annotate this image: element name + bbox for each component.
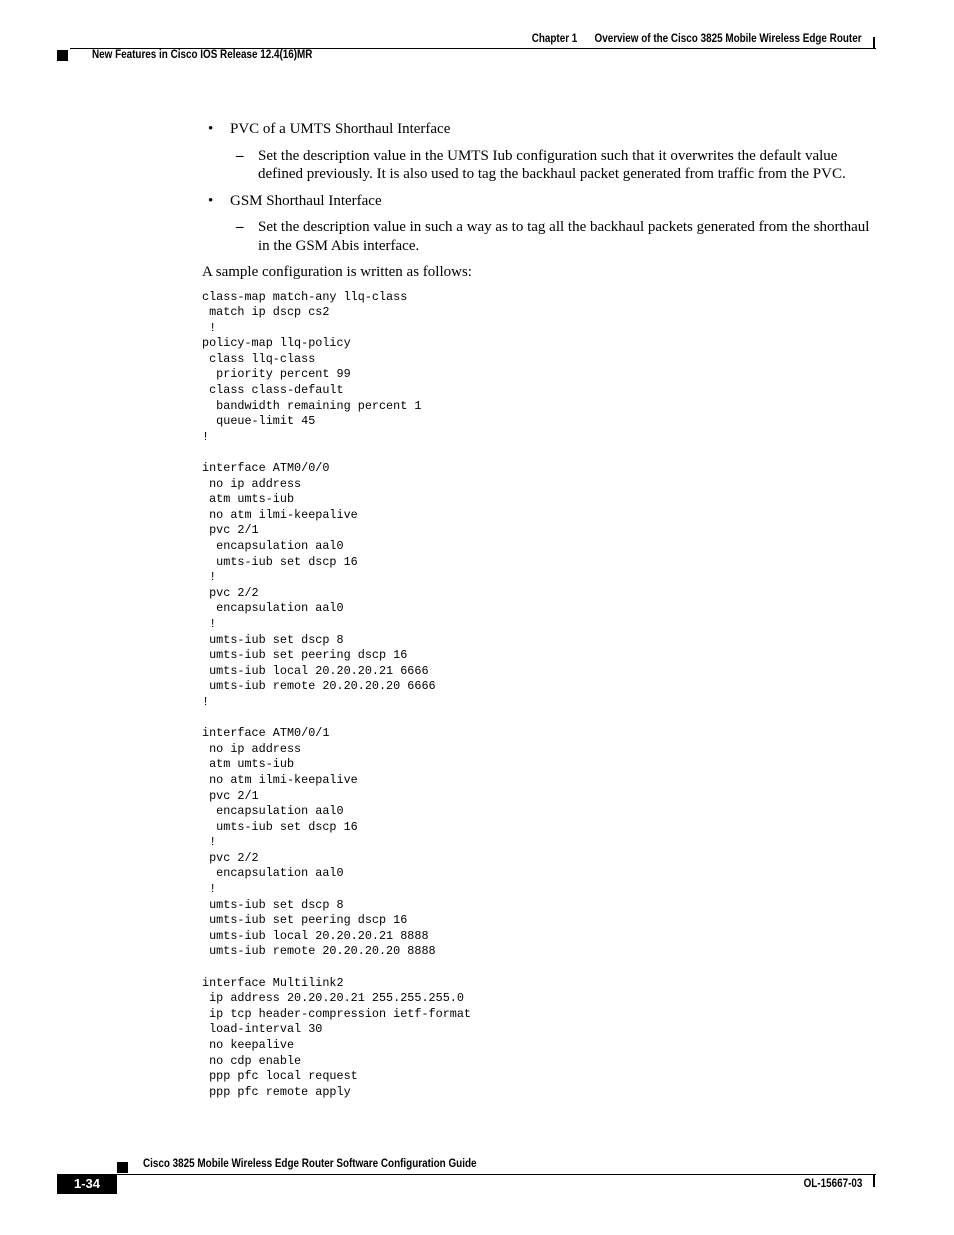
- sub-bullet-item: [202, 147, 876, 184]
- header-square-marker: [57, 50, 68, 61]
- chapter-title: Overview of the Cisco 3825 Mobile Wireless Edge Router: [594, 33, 862, 45]
- bullet-item: [202, 120, 876, 139]
- bullet-icon: •: [208, 121, 214, 137]
- sub-bullet-text: Set the description value in the UMTS Iub configuration such that it overwrites the default value defined previously. It is also used to tag the backhaul packet generated from traffic from the PVC.: [258, 147, 846, 182]
- footer-rule: [117, 1174, 876, 1175]
- header-tick-mark: [873, 37, 875, 48]
- bullet-item: [202, 192, 876, 211]
- running-header-section: New Features in Cisco IOS Release 12.4(16)MR: [92, 49, 313, 61]
- chapter-number: Chapter 1: [532, 33, 578, 45]
- bullet-text: GSM Shorthaul Interface: [230, 192, 382, 209]
- sub-bullet-item: [202, 218, 876, 255]
- footer-tick-mark: [873, 1175, 875, 1187]
- dash-icon: –: [236, 147, 244, 164]
- bullet-icon: •: [208, 192, 214, 209]
- bullet-text: PVC of a UMTS Shorthaul Interface: [230, 121, 451, 137]
- dash-icon: –: [236, 219, 244, 235]
- footer-square-marker: [117, 1162, 128, 1173]
- document-id: OL-15667-03: [803, 1178, 862, 1190]
- page-number: 1-34: [57, 1174, 117, 1194]
- sub-bullet-text: Set the description value in such a way as to tag all the backhaul packets generated from the shorthaul in the GSM Abis interface.: [258, 219, 870, 254]
- intro-paragraph: A sample configuration is written as follows:: [202, 264, 472, 280]
- config-code-block: class-map match-any llq-class match ip dscp cs2 ! policy-map llq-policy class llq-class priority percent 99 class class-default bandwidth remaining percent 1 queue-limit 45 ! interface ATM0/0/0 no ip address atm umts-iub no atm ilmi-keepalive pvc 2/1 encapsulation aal0 umts-iub set dscp 16 ! pvc 2/2 encapsulation aal0 ! umts-iub set dscp 8 umts-iub set peering dscp 16 umts-iub local 20.20.20.21 6666 umts-iub remote 20.20.20.20 6666 ! interface ATM0/0/1 no ip address atm umts-iub no atm ilmi-keepalive pvc 2/1 encapsulation aal0 umts-iub set dscp 16 ! pvc 2/2 encapsulation aal0 ! umts-iub set dscp 8 umts-iub set peering dscp 16 umts-iub local 20.20.20.21 8888 umts-iub remote 20.20.20.20 8888 interface Multilink2 ip address 20.20.20.21 255.255.255.0 ip tcp header-compression ietf-format load-interval 30 no keepalive no cdp enable ppp pfc local request ppp pfc remote apply: [202, 289, 472, 1099]
- page-content: [202, 120, 876, 1100]
- footer-guide-title: Cisco 3825 Mobile Wireless Edge Router Software Configuration Guide: [143, 1158, 477, 1170]
- running-header-chapter: [532, 33, 862, 45]
